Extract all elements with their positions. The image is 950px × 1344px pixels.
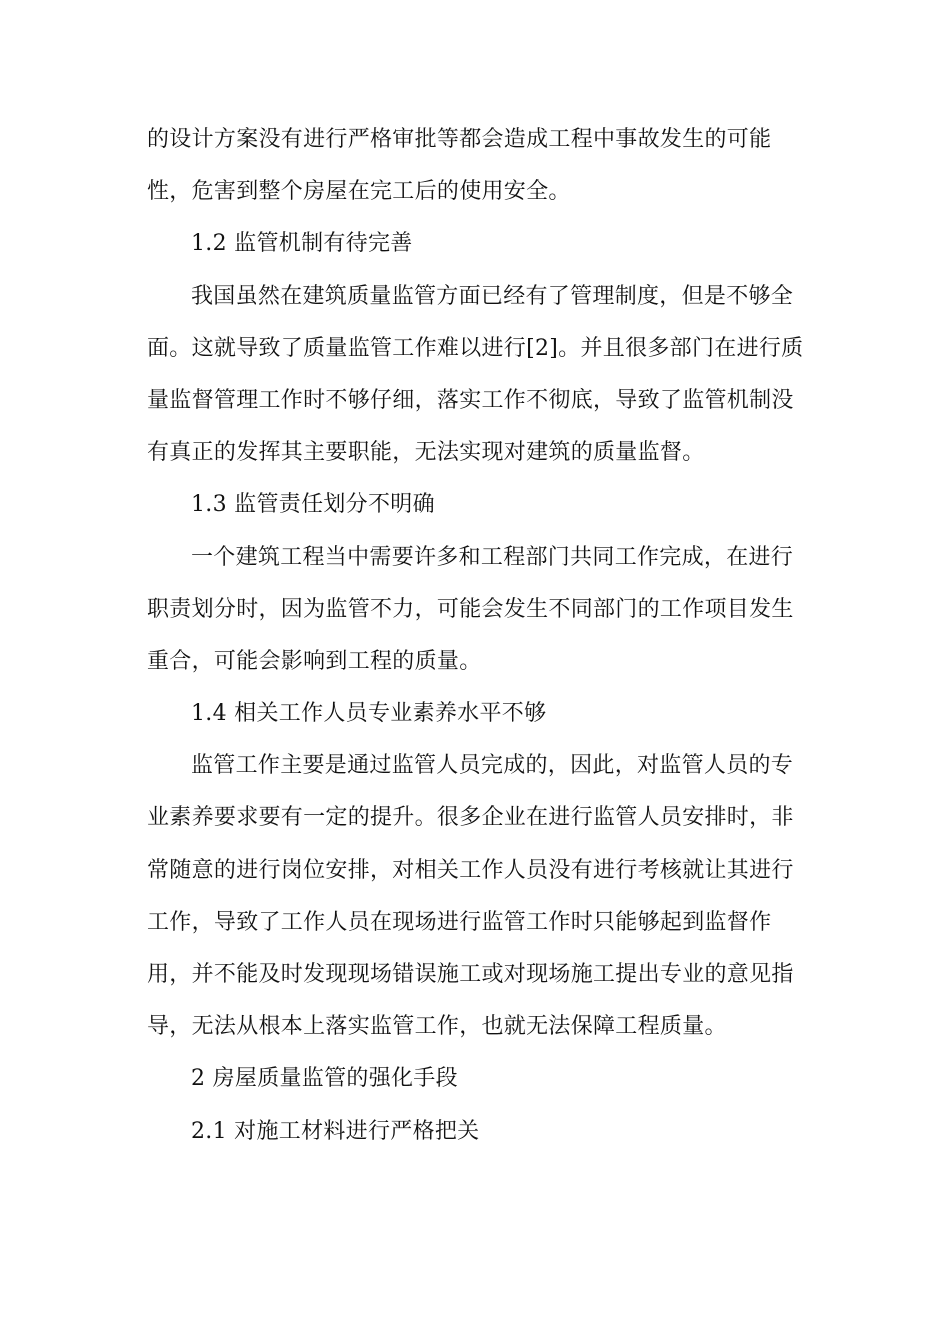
text-line: 有真正的发挥其主要职能，无法实现对建筑的质量监督。 [147,440,705,466]
document-page [147,114,803,1158]
paragraph-start: 监管工作主要是通过监管人员完成的，因此，对监管人员的专 [191,753,794,779]
text-line: 导，无法从根本上落实监管工作，也就无法保障工程质量。 [147,1014,727,1040]
section-heading: 1.2 监管机制有待完善 [191,231,413,257]
text-line: 职责划分时，因为监管不力，可能会发生不同部门的工作项目发生 [147,596,794,622]
paragraph-start: 一个建筑工程当中需要许多和工程部门共同工作完成，在进行 [191,544,794,570]
text-line: 重合，可能会影响到工程的质量。 [147,648,482,674]
text-line: 用，并不能及时发现现场错误施工或对现场施工提出专业的意见指 [147,962,794,987]
section-heading: 1.3 监管责任划分不明确 [191,492,435,518]
text-line: 业素养要求要有一定的提升。很多企业在进行监管人员安排时，非 [147,805,794,831]
section-heading: 1.4 相关工作人员专业素养水平不够 [191,701,547,727]
paragraph-start: 我国虽然在建筑质量监管方面已经有了管理制度，但是不够全 [191,283,794,309]
section-heading: 2 房屋质量监管的强化手段 [191,1066,458,1092]
text-line: 工作，导致了工作人员在现场进行监管工作时只能够起到监督作 [147,909,772,935]
text-line: 性，危害到整个房屋在完工后的使用安全。 [147,179,571,205]
text-line: 的设计方案没有进行严格审批等都会造成工程中事故发生的可能 [147,127,772,152]
text-line: 量监督管理工作时不够仔细，落实工作不彻底，导致了监管机制没 [147,387,794,413]
section-heading: 2.1 对施工材料进行严格把关 [191,1118,480,1144]
text-line: 常随意的进行岗位安排，对相关工作人员没有进行考核就让其进行 [147,857,794,883]
text-line: 面。这就导致了质量监管工作难以进行[2]。并且很多部门在进行质 [147,335,804,361]
